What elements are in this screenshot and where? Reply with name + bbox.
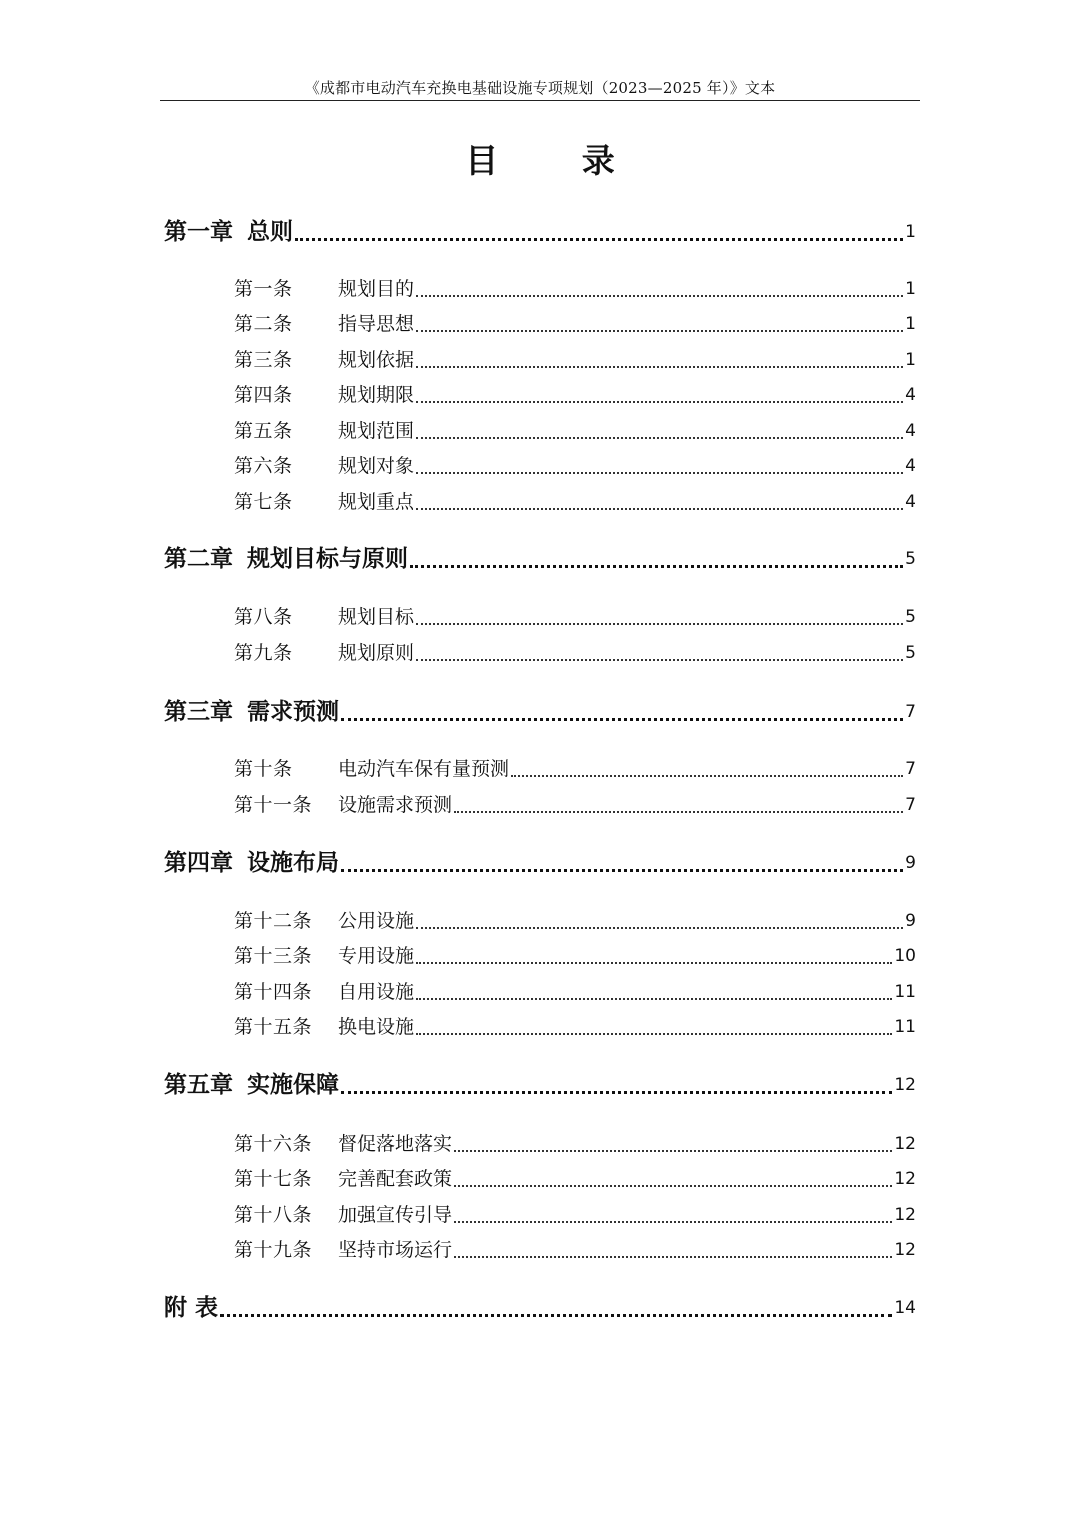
article-title: 坚持市场运行 (338, 1239, 453, 1261)
toc-article-7[interactable] (234, 486, 916, 518)
dot-leader (454, 1185, 892, 1187)
page-number: 12 (894, 1205, 916, 1225)
toc-article-4[interactable] (234, 379, 916, 411)
article-number: 第一条 (234, 278, 293, 300)
page-number: 4 (905, 421, 916, 441)
dot-leader (416, 998, 892, 1000)
dot-leader (416, 366, 903, 368)
page-number: 12 (894, 1169, 916, 1189)
toc-chapter-3[interactable] (164, 696, 916, 728)
toc-article-5[interactable] (234, 415, 916, 447)
article-title: 设施需求预测 (338, 794, 453, 816)
dot-leader (454, 1150, 892, 1152)
header-divider (160, 100, 920, 101)
dot-leader (416, 1033, 892, 1035)
appendix-title: 附 表 (164, 1295, 219, 1321)
page-number: 4 (905, 456, 916, 476)
page-number: 1 (905, 222, 916, 242)
toc-chapter-5[interactable] (164, 1069, 916, 1101)
article-number: 第六条 (234, 455, 293, 477)
page-number: 12 (894, 1240, 916, 1260)
article-number: 第九条 (234, 642, 293, 664)
dot-leader (416, 330, 903, 332)
toc-chapter-4[interactable] (164, 847, 916, 879)
dot-leader (416, 295, 903, 297)
article-title: 电动汽车保有量预测 (338, 758, 510, 780)
page-number: 12 (894, 1075, 916, 1095)
article-title: 加强宣传引导 (338, 1204, 453, 1226)
chapter-title: 规划目标与原则 (247, 546, 408, 572)
page-number: 7 (905, 759, 916, 779)
article-title: 自用设施 (338, 981, 415, 1003)
article-title: 专用设施 (338, 945, 415, 967)
dot-leader (220, 1314, 892, 1317)
toc-article-6[interactable] (234, 450, 916, 482)
page-number: 11 (894, 1017, 916, 1037)
article-title: 督促落地落实 (338, 1133, 453, 1155)
article-number: 第十三条 (234, 945, 313, 967)
article-number: 第十九条 (234, 1239, 313, 1261)
toc-appendix[interactable] (164, 1292, 916, 1324)
toc-article-15[interactable] (234, 1011, 916, 1043)
page-number: 10 (894, 946, 916, 966)
dot-leader (416, 401, 903, 403)
page-number: 4 (905, 385, 916, 405)
dot-leader (416, 472, 903, 474)
article-title: 规划期限 (338, 384, 415, 406)
article-title: 规划原则 (338, 642, 415, 664)
toc-article-19[interactable] (234, 1234, 916, 1266)
dot-leader (454, 1256, 892, 1258)
chapter-title: 实施保障 (247, 1072, 339, 1098)
toc-article-8[interactable] (234, 601, 916, 633)
page-number: 1 (905, 279, 916, 299)
article-number: 第十六条 (234, 1133, 313, 1155)
chapter-number: 第一章 (164, 219, 233, 245)
toc-article-16[interactable] (234, 1128, 916, 1160)
page-number: 11 (894, 982, 916, 1002)
chapter-title: 设施布局 (247, 850, 339, 876)
page-number: 9 (905, 853, 916, 873)
chapter-number: 第三章 (164, 699, 233, 725)
article-number: 第十八条 (234, 1204, 313, 1226)
toc-article-11[interactable] (234, 789, 916, 821)
article-title: 换电设施 (338, 1016, 415, 1038)
article-title: 完善配套政策 (338, 1168, 453, 1190)
toc-chapter-2[interactable] (164, 543, 916, 575)
dot-leader (416, 659, 903, 661)
article-number: 第十条 (234, 758, 293, 780)
article-number: 第二条 (234, 313, 293, 335)
dot-leader (454, 811, 903, 813)
toc-article-12[interactable] (234, 905, 916, 937)
page-number: 5 (905, 549, 916, 569)
article-title: 规划目标 (338, 606, 415, 628)
article-number: 第八条 (234, 606, 293, 628)
toc-article-17[interactable] (234, 1163, 916, 1195)
page-number: 9 (905, 911, 916, 931)
article-title: 规划对象 (338, 455, 415, 477)
article-title: 规划重点 (338, 491, 415, 513)
page-number: 1 (905, 350, 916, 370)
toc-article-1[interactable] (234, 273, 916, 305)
article-number: 第四条 (234, 384, 293, 406)
article-title: 规划范围 (338, 420, 415, 442)
article-title: 规划目的 (338, 278, 415, 300)
dot-leader (341, 1091, 892, 1094)
dot-leader (416, 623, 903, 625)
dot-leader (410, 565, 903, 568)
page-number: 1 (905, 314, 916, 334)
article-number: 第十五条 (234, 1016, 313, 1038)
article-number: 第五条 (234, 420, 293, 442)
dot-leader (416, 962, 892, 964)
article-title: 公用设施 (338, 910, 415, 932)
dot-leader (295, 238, 903, 241)
article-number: 第十四条 (234, 981, 313, 1003)
page-number: 5 (905, 607, 916, 627)
chapter-number: 第四章 (164, 850, 233, 876)
article-title: 指导思想 (338, 313, 415, 335)
article-number: 第十一条 (234, 794, 313, 816)
toc-article-18[interactable] (234, 1199, 916, 1231)
dot-leader (341, 869, 903, 872)
toc-article-14[interactable] (234, 976, 916, 1008)
toc-article-2[interactable] (234, 308, 916, 340)
page-number: 14 (894, 1298, 916, 1318)
dot-leader (416, 927, 903, 929)
article-number: 第三条 (234, 349, 293, 371)
page-number: 5 (905, 643, 916, 663)
article-number: 第七条 (234, 491, 293, 513)
page-number: 12 (894, 1134, 916, 1154)
article-title: 规划依据 (338, 349, 415, 371)
page-number: 7 (905, 795, 916, 815)
dot-leader (416, 508, 903, 510)
toc-title: 目 录 (465, 141, 651, 180)
page-number: 4 (905, 492, 916, 512)
toc-chapter-1[interactable] (164, 216, 916, 248)
running-header: 《成都市电动汽车充换电基础设施专项规划（2023—2025 年）》文本 (304, 79, 776, 97)
article-number: 第十七条 (234, 1168, 313, 1190)
dot-leader (511, 775, 903, 777)
toc-article-9[interactable] (234, 637, 916, 669)
toc-article-3[interactable] (234, 344, 916, 376)
dot-leader (454, 1221, 892, 1223)
article-number: 第十二条 (234, 910, 313, 932)
chapter-title: 需求预测 (247, 699, 339, 725)
chapter-title: 总则 (247, 219, 293, 245)
toc-article-10[interactable] (234, 753, 916, 785)
chapter-number: 第五章 (164, 1072, 233, 1098)
dot-leader (416, 437, 903, 439)
chapter-number: 第二章 (164, 546, 233, 572)
dot-leader (341, 718, 903, 721)
page-number: 7 (905, 702, 916, 722)
toc-article-13[interactable] (234, 940, 916, 972)
